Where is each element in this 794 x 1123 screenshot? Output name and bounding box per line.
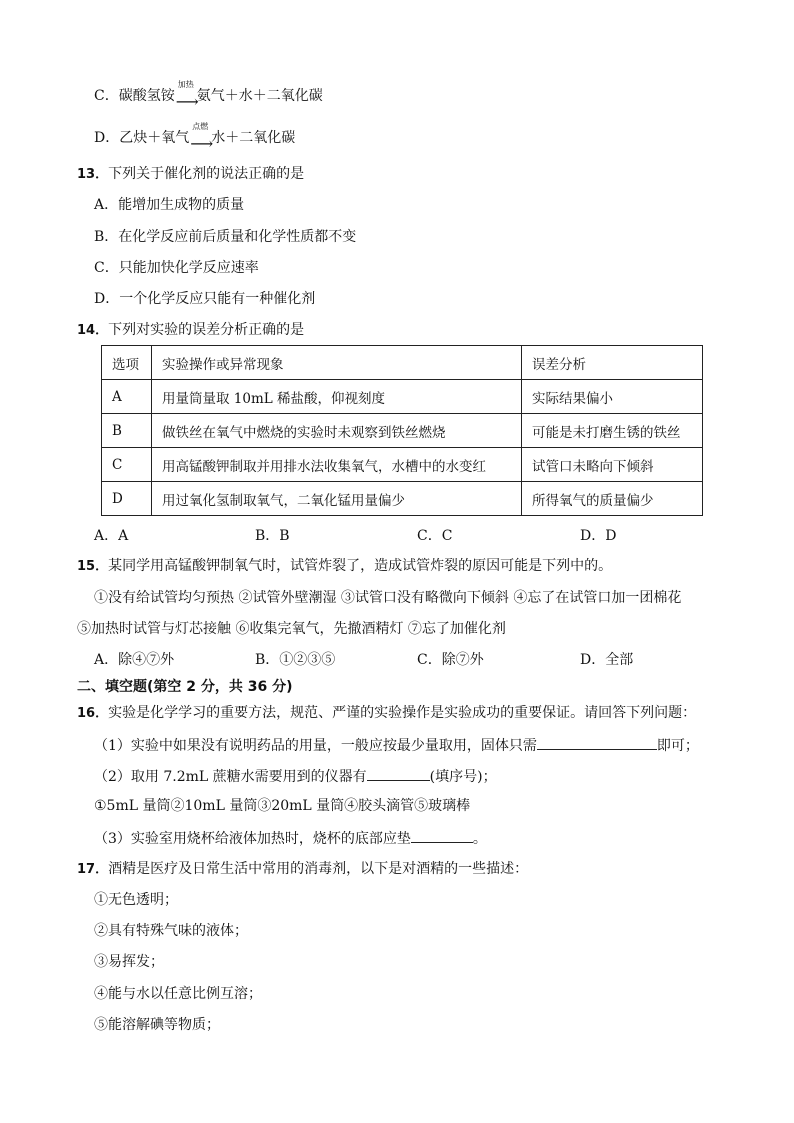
right-arrow-icon: ⟶	[175, 92, 199, 111]
table-cell: A	[102, 380, 152, 414]
q16-part-3-tail: 。	[472, 831, 487, 847]
q16-part-1-text: （1）实验中如果没有说明药品的用量，一般应按最少量取用，固体只需	[94, 738, 537, 754]
q17-stem	[77, 859, 528, 880]
table-cell: B	[102, 414, 152, 448]
table-cell: 所得氧气的质量偏少	[522, 482, 703, 516]
right-arrow-icon: ⟶	[190, 134, 214, 153]
table-row	[102, 380, 703, 414]
q12-option-d	[94, 122, 296, 153]
q16-stem-text: 实验是化学学习的重要方法，规范、严谨的实验操作是实验成功的重要保证。请回答下列问题：	[108, 705, 697, 721]
q15-reasons-line-2: ⑤加热时试管与灯芯接触 ⑥收集完氧气，先撤酒精灯 ⑦忘了加催化剂	[77, 621, 506, 637]
table-row	[102, 482, 703, 516]
table-header-cell: 实验操作或异常现象	[152, 346, 522, 380]
q14-option-c: C．C	[417, 528, 453, 544]
table-cell: 可能是未打磨生锈的铁丝	[522, 414, 703, 448]
table-cell: 实际结果偏小	[522, 380, 703, 414]
table-cell: D	[102, 482, 152, 516]
q16-part-1	[94, 734, 699, 756]
q16-part-2-tail: (填序号)；	[429, 769, 497, 785]
reaction-arrow-heating	[175, 80, 199, 111]
q13-option-b: B．在化学反应前后质量和化学性质都不变	[94, 229, 357, 245]
q13-option-d: D．一个化学反应只能有一种催化剂	[94, 291, 316, 307]
table-cell: 用高锰酸钾制取并用排水法收集氧气，水槽中的水变红	[152, 448, 522, 482]
q16-part-1-tail: 即可；	[656, 738, 699, 754]
q13-option-a: A．能增加生成物的质量	[94, 197, 245, 213]
q16-part-2-text: （2）取用 7.2mL 蔗糖水需要用到的仪器有	[94, 769, 367, 785]
q15-stem-text: 某同学用高锰酸钾制氧气时，试管炸裂了，造成试管炸裂的原因可能是下列中的。	[108, 558, 613, 574]
q12-option-c-suffix: 氨气＋水＋二氧化碳	[196, 88, 323, 104]
table-cell: 试管口未略向下倾斜	[522, 448, 703, 482]
answer-blank-2[interactable]	[367, 765, 430, 781]
q14-stem	[77, 320, 304, 341]
q17-item: ⑤能溶解碘等物质；	[94, 1017, 220, 1033]
table-cell: 做铁丝在氧气中燃烧的实验时未观察到铁丝燃烧	[152, 414, 522, 448]
q16-part-3	[94, 827, 487, 849]
q14-option-b: B．B	[255, 528, 290, 544]
q14-option-d: D．D	[580, 528, 617, 544]
reaction-arrow-ignition	[189, 122, 214, 153]
q16-part-2	[94, 765, 497, 787]
reaction-condition-heating: 加热	[177, 80, 194, 89]
table-header-cell: 误差分析	[522, 346, 703, 380]
table-header-cell: 选项	[102, 346, 152, 380]
q12-option-c-prefix: C．碳酸氢铵	[94, 88, 175, 104]
q15-option-a: A．除④⑦外	[94, 652, 175, 668]
table-cell: C	[102, 448, 152, 482]
q12-option-d-suffix: 水＋二氧化碳	[211, 130, 296, 146]
q17-number: 17．	[77, 862, 109, 877]
q13-stem-text: 下列关于催化剂的说法正确的是	[108, 166, 305, 182]
table-row	[102, 414, 703, 448]
q12-option-d-prefix: D．乙炔＋氧气	[94, 130, 190, 146]
q13-option-c: C．只能加快化学反应速率	[94, 260, 259, 276]
table-cell: 用过氧化氢制取氧气，二氧化锰用量偏少	[152, 482, 522, 516]
q15-stem	[77, 556, 612, 577]
q13-number: 13．	[77, 167, 109, 182]
section-title-fill-in: 二、填空题(第空 2 分，共 36 分)	[77, 679, 293, 695]
q16-part-3-text: （3）实验室用烧杯给液体加热时，烧杯的底部应垫	[94, 831, 411, 847]
q12-option-c	[94, 80, 323, 111]
q15-option-d: D．全部	[580, 652, 634, 668]
q15-option-c: C．除⑦外	[417, 652, 484, 668]
q17-item: ①无色透明；	[94, 892, 178, 908]
q16-instruments-list: ①5mL 量筒②10mL 量筒③20mL 量筒④胶头滴管⑤玻璃棒	[94, 798, 471, 814]
answer-blank-3[interactable]	[411, 827, 473, 843]
q15-number: 15．	[77, 559, 109, 574]
table-header-row	[102, 346, 703, 380]
q13-stem	[77, 164, 304, 185]
error-analysis-table	[101, 345, 703, 516]
table-cell: 用量筒量取 10mL 稀盐酸，仰视刻度	[152, 380, 522, 414]
q17-item: ③易挥发；	[94, 954, 164, 970]
q16-stem	[77, 703, 696, 724]
q17-item: ②具有特殊气味的液体；	[94, 923, 248, 939]
q14-option-a: A．A	[94, 528, 129, 544]
q17-stem-text: 酒精是医疗及日常生活中常用的消毒剂，以下是对酒精的一些描述：	[108, 861, 529, 877]
answer-blank-1[interactable]	[537, 734, 657, 750]
reaction-condition-ignition: 点燃	[192, 122, 209, 131]
q16-number: 16．	[77, 706, 109, 721]
q15-option-b: B．①②③⑤	[255, 652, 336, 668]
q15-reasons-line-1: ①没有给试管均匀预热 ②试管外壁潮湿 ③试管口没有略微向下倾斜 ④忘了在试管口加一团棉花	[94, 590, 682, 606]
q14-stem-text: 下列对实验的误差分析正确的是	[108, 322, 305, 338]
table-row	[102, 448, 703, 482]
q17-item: ④能与水以任意比例互溶；	[94, 986, 262, 1002]
q14-number: 14．	[77, 323, 109, 338]
